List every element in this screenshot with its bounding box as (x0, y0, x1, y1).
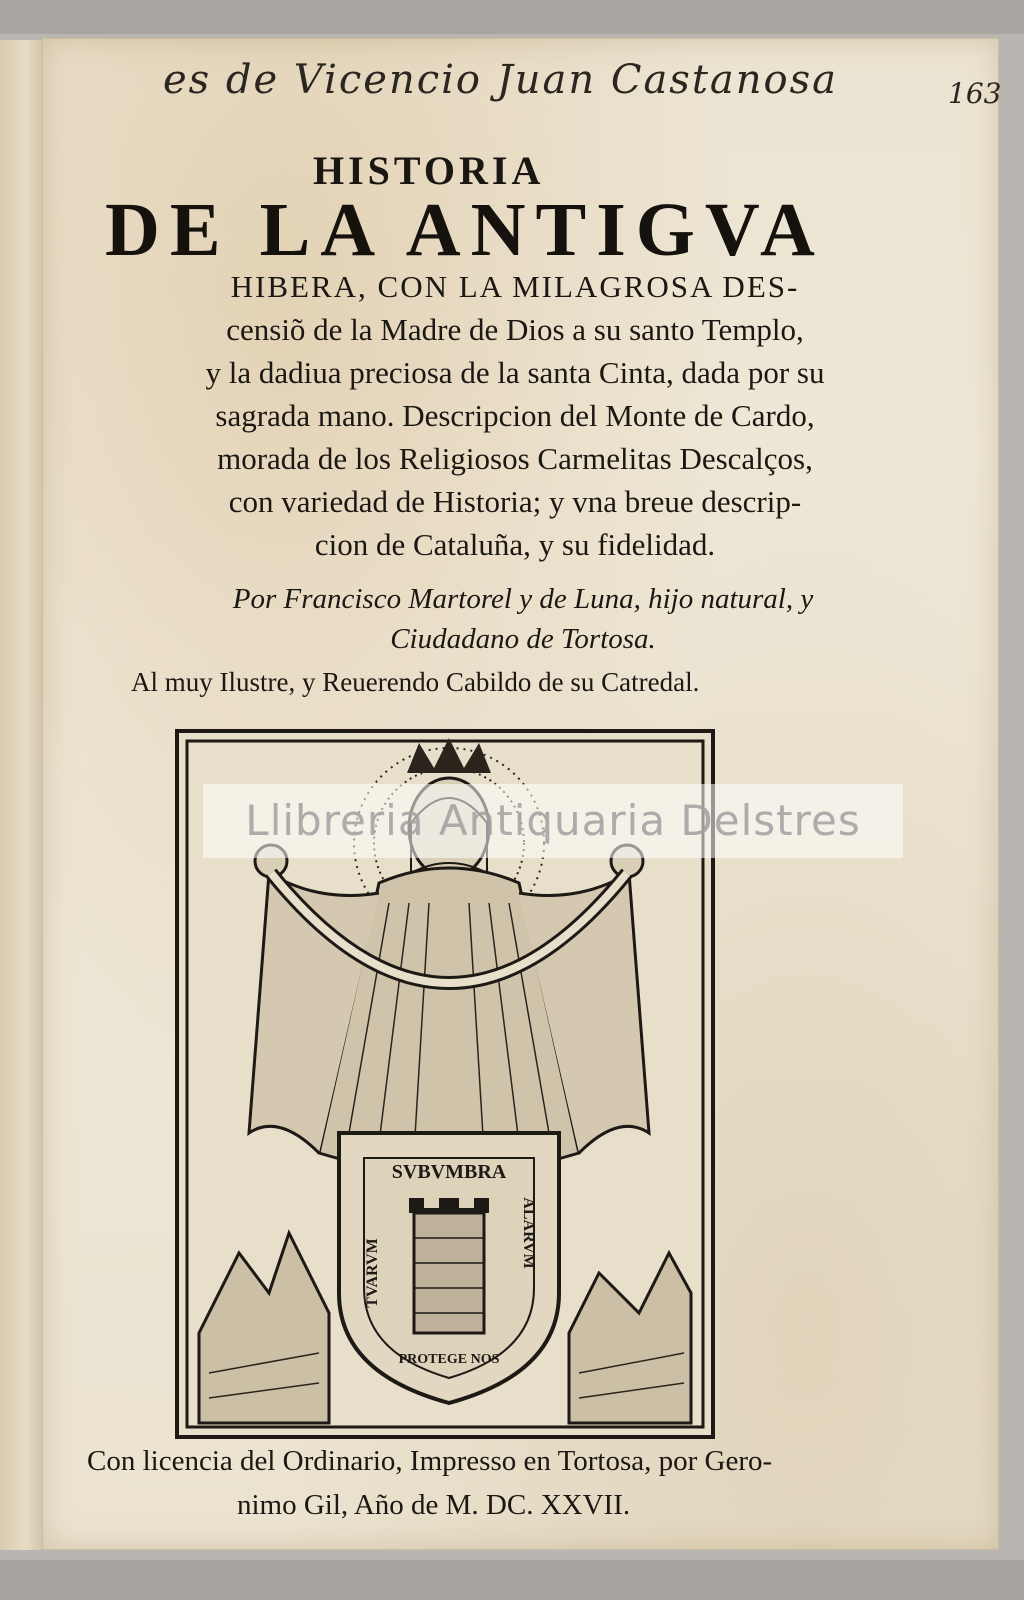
shield-text-left: TVARVM (364, 1238, 381, 1308)
book-spine (0, 40, 46, 1550)
title-page (42, 38, 1002, 1550)
scan-background-top (0, 0, 1024, 34)
imprint-line: nimo Gil, Año de M. DC. XXVII. (237, 1489, 631, 1521)
scan-background-bottom (0, 1560, 1024, 1600)
title-line-antigua: DE LA ANTIGVA (105, 188, 825, 272)
subtitle-line: con variedad de Historia; y vna breue descrip- (228, 484, 802, 519)
dedication: Al muy Ilustre, y Reuerendo Cabildo de su Catredal. (131, 667, 700, 697)
subtitle-line: censiõ de la Madre de Dios a su santo Templo, (226, 312, 804, 347)
imprint-line: Con licencia del Ordinario, Impresso en Tortosa, por Gero- (87, 1445, 773, 1477)
subtitle-block (105, 265, 925, 566)
subtitle-line: cion de Cataluña, y su fidelidad. (314, 527, 716, 562)
ownership-number: 163 (948, 77, 1002, 110)
subtitle-line: morada de los Religiosos Carmelitas Descalços, (217, 441, 813, 476)
title-line-historia: HISTORIA (313, 148, 545, 193)
subtitle-line: y la dadiua preciosa de la santa Cinta, dada por su (205, 355, 825, 390)
shield-text-right: ALARVM (520, 1197, 537, 1269)
subtitle-line: HIBERA, CON LA MILAGROSA DES- (230, 269, 800, 304)
author-block (103, 579, 943, 659)
ownership-inscription: es de Vicencio Juan Castanosa (163, 57, 838, 103)
subtitle-line: sagrada mano. Descripcion del Monte de Cardo, (215, 398, 815, 433)
imprint (87, 1439, 927, 1527)
shield-text-top: SVBVMBRA (391, 1161, 507, 1183)
shield-text-bottom: PROTEGE NOS (398, 1352, 500, 1367)
author-line: Ciudadano de Tortosa. (390, 623, 656, 655)
author-line: Por Francisco Martorel y de Luna, hijo natural, y (232, 583, 814, 615)
watermark: Llibreria Antiquaria Delstres (203, 784, 903, 858)
